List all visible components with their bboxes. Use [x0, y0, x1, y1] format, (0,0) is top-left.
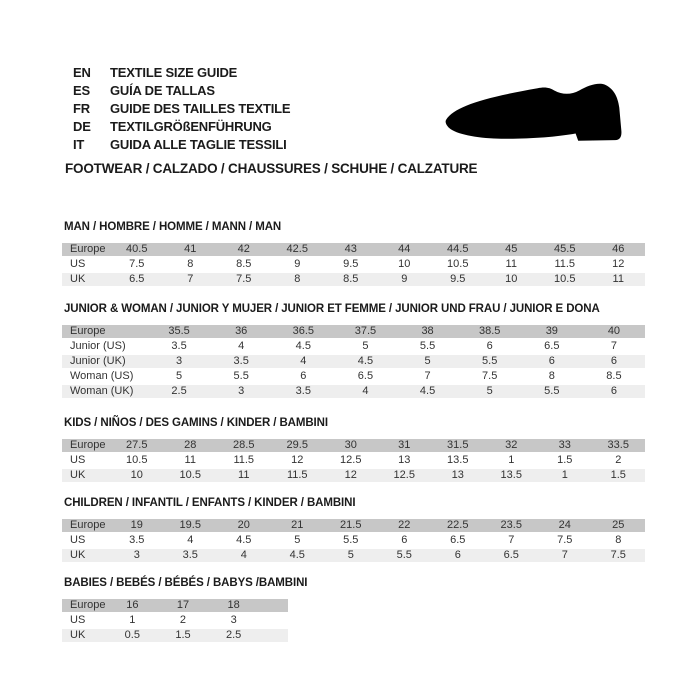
size-cell: 3	[210, 384, 272, 399]
language-row	[73, 117, 290, 135]
row-label: Europe	[62, 243, 110, 257]
size-table-section	[62, 577, 645, 644]
size-cell: 32	[485, 439, 539, 453]
size-cell: 4	[217, 548, 271, 563]
size-cell: 4	[164, 533, 218, 548]
row-label: UK	[62, 468, 110, 483]
size-cell: 45.5	[538, 243, 592, 257]
size-cell: 9.5	[324, 257, 378, 272]
size-cell: 1.5	[538, 453, 592, 468]
table-row	[62, 599, 288, 613]
size-table-section	[62, 417, 645, 484]
size-cell: 9	[378, 272, 432, 287]
row-label: UK	[62, 628, 107, 643]
size-cell: 5.5	[324, 533, 378, 548]
size-cell: 4	[210, 339, 272, 354]
size-table-title: BABIES / BEBÉS / BÉBÉS / BABYS /BAMBINI	[64, 577, 308, 589]
size-cell: 9.5	[431, 272, 485, 287]
size-cell: 10	[485, 272, 539, 287]
table-row	[62, 628, 288, 643]
table-row	[62, 613, 288, 628]
size-cell: 3.5	[110, 533, 164, 548]
table-row	[62, 354, 645, 369]
table-row	[62, 533, 645, 548]
size-cell: 6	[459, 339, 521, 354]
size-cell: 5.5	[521, 384, 583, 399]
size-cell: 4.5	[334, 354, 396, 369]
size-cell: 4.5	[217, 533, 271, 548]
size-cell: 3.5	[164, 548, 218, 563]
row-label: Europe	[62, 439, 110, 453]
size-cell: 13	[431, 468, 485, 483]
size-cell: 1	[485, 453, 539, 468]
spacer-cell	[259, 613, 288, 628]
row-label: Woman (UK)	[62, 384, 148, 399]
size-cell: 10.5	[431, 257, 485, 272]
row-label: Junior (US)	[62, 339, 148, 354]
size-table-title: JUNIOR & WOMAN / JUNIOR Y MUJER / JUNIOR ET FEMME / JUNIOR UND FRAU / JUNIOR E DONA	[64, 303, 600, 315]
size-cell: 40	[583, 325, 645, 339]
size-cell: 36.5	[272, 325, 334, 339]
size-cell: 10	[110, 468, 164, 483]
shoe-icon	[443, 80, 625, 144]
size-cell: 1.5	[158, 628, 209, 643]
size-cell: 11.5	[271, 468, 325, 483]
size-cell: 5	[459, 384, 521, 399]
size-cell: 31.5	[431, 439, 485, 453]
row-label: Woman (US)	[62, 369, 148, 384]
language-row	[73, 63, 290, 81]
row-label: US	[62, 533, 110, 548]
size-cell: 2	[158, 613, 209, 628]
language-label: TEXTILGRÖßENFÜHRUNG	[110, 118, 272, 134]
size-cell: 5	[324, 548, 378, 563]
size-cell: 13	[378, 453, 432, 468]
row-label: UK	[62, 548, 110, 563]
size-cell: 11	[217, 468, 271, 483]
size-cell: 13.5	[431, 453, 485, 468]
size-cell: 12	[271, 453, 325, 468]
size-cell: 7	[397, 369, 459, 384]
size-cell: 6	[378, 533, 432, 548]
size-table-title: MAN / HOMBRE / HOMME / MANN / MAN	[64, 221, 282, 233]
row-label: Europe	[62, 325, 148, 339]
size-cell: 4.5	[272, 339, 334, 354]
size-cell: 42.5	[271, 243, 325, 257]
size-cell: 36	[210, 325, 272, 339]
size-cell: 12.5	[378, 468, 432, 483]
size-cell: 24	[538, 519, 592, 533]
size-cell: 37.5	[334, 325, 396, 339]
row-label: US	[62, 453, 110, 468]
size-cell: 4	[272, 354, 334, 369]
size-cell: 25	[592, 519, 646, 533]
size-cell: 5.5	[210, 369, 272, 384]
size-cell: 42	[217, 243, 271, 257]
size-cell: 5	[148, 369, 210, 384]
size-cell: 7.5	[592, 548, 646, 563]
size-cell: 4	[334, 384, 396, 399]
size-cell: 8	[164, 257, 218, 272]
size-cell: 0.5	[107, 628, 158, 643]
size-cell: 11.5	[538, 257, 592, 272]
size-cell: 3	[148, 354, 210, 369]
size-cell: 4.5	[397, 384, 459, 399]
language-label: GUÍA DE TALLAS	[110, 82, 215, 98]
size-cell: 22.5	[431, 519, 485, 533]
size-cell: 5	[334, 339, 396, 354]
size-cell: 6.5	[485, 548, 539, 563]
size-cell: 5.5	[378, 548, 432, 563]
size-cell: 12	[324, 468, 378, 483]
size-cell: 5	[397, 354, 459, 369]
row-label: US	[62, 257, 110, 272]
size-cell: 22	[378, 519, 432, 533]
size-cell: 33.5	[592, 439, 646, 453]
size-cell: 41	[164, 243, 218, 257]
size-table	[62, 599, 288, 644]
spacer-cell	[259, 628, 288, 643]
spacer-cell	[259, 599, 288, 613]
size-cell: 8.5	[324, 272, 378, 287]
language-label: GUIDE DES TAILLES TEXTILE	[110, 100, 291, 116]
size-cell: 6.5	[521, 339, 583, 354]
size-cell: 8	[521, 369, 583, 384]
size-cell: 17	[158, 599, 209, 613]
size-cell: 23.5	[485, 519, 539, 533]
size-cell: 6	[583, 384, 645, 399]
size-table	[62, 243, 645, 288]
language-code: EN	[73, 64, 91, 80]
size-cell: 3	[208, 613, 259, 628]
size-cell: 44	[378, 243, 432, 257]
size-cell: 7.5	[459, 369, 521, 384]
size-cell: 8.5	[217, 257, 271, 272]
table-row	[62, 384, 645, 399]
size-cell: 16	[107, 599, 158, 613]
size-cell: 2.5	[208, 628, 259, 643]
size-cell: 11	[485, 257, 539, 272]
table-row	[62, 468, 645, 483]
language-list	[73, 63, 290, 153]
size-cell: 5.5	[459, 354, 521, 369]
row-label: Junior (UK)	[62, 354, 148, 369]
table-row	[62, 243, 645, 257]
size-cell: 1	[107, 613, 158, 628]
size-cell: 1.5	[592, 468, 646, 483]
size-cell: 45	[485, 243, 539, 257]
size-cell: 7.5	[217, 272, 271, 287]
size-cell: 12.5	[324, 453, 378, 468]
size-cell: 1	[538, 468, 592, 483]
size-table	[62, 325, 645, 400]
table-row	[62, 519, 645, 533]
table-row	[62, 369, 645, 384]
size-cell: 31	[378, 439, 432, 453]
size-cell: 7	[583, 339, 645, 354]
size-cell: 21.5	[324, 519, 378, 533]
table-row	[62, 439, 645, 453]
size-cell: 10.5	[164, 468, 218, 483]
size-cell: 10.5	[538, 272, 592, 287]
size-table-section	[62, 221, 645, 288]
size-cell: 7.5	[110, 257, 164, 272]
table-row	[62, 257, 645, 272]
size-cell: 19.5	[164, 519, 218, 533]
size-cell: 28.5	[217, 439, 271, 453]
size-cell: 27.5	[110, 439, 164, 453]
size-cell: 11	[592, 272, 646, 287]
size-cell: 3.5	[148, 339, 210, 354]
size-tables	[62, 221, 645, 644]
table-row	[62, 548, 645, 563]
size-cell: 12	[592, 257, 646, 272]
size-cell: 6.5	[110, 272, 164, 287]
language-code: DE	[73, 118, 91, 134]
size-cell: 6	[521, 354, 583, 369]
size-cell: 3.5	[210, 354, 272, 369]
table-row	[62, 453, 645, 468]
size-table-title: KIDS / NIÑOS / DES GAMINS / KINDER / BAMBINI	[64, 417, 328, 429]
row-label: US	[62, 613, 107, 628]
size-cell: 7	[164, 272, 218, 287]
size-cell: 5.5	[397, 339, 459, 354]
size-cell: 8	[592, 533, 646, 548]
table-row	[62, 339, 645, 354]
size-table-section	[62, 497, 645, 564]
category-line: FOOTWEAR / CALZADO / CHAUSSURES / SCHUHE / CALZATURE	[65, 161, 478, 176]
size-cell: 4.5	[271, 548, 325, 563]
size-cell: 33	[538, 439, 592, 453]
size-cell: 6	[431, 548, 485, 563]
size-cell: 6	[583, 354, 645, 369]
size-cell: 10.5	[110, 453, 164, 468]
size-cell: 7.5	[538, 533, 592, 548]
size-cell: 43	[324, 243, 378, 257]
size-cell: 39	[521, 325, 583, 339]
size-cell: 8	[271, 272, 325, 287]
language-label: TEXTILE SIZE GUIDE	[110, 64, 238, 80]
size-table	[62, 439, 645, 484]
size-cell: 18	[208, 599, 259, 613]
table-row	[62, 325, 645, 339]
table-row	[62, 272, 645, 287]
size-cell: 11.5	[217, 453, 271, 468]
size-cell: 3	[110, 548, 164, 563]
language-code: ES	[73, 82, 90, 98]
row-label: Europe	[62, 599, 107, 613]
size-cell: 6.5	[431, 533, 485, 548]
size-cell: 44.5	[431, 243, 485, 257]
size-cell: 28	[164, 439, 218, 453]
size-cell: 6.5	[334, 369, 396, 384]
size-table-section	[62, 303, 645, 400]
size-cell: 29.5	[271, 439, 325, 453]
language-row	[73, 99, 290, 117]
size-cell: 13.5	[485, 468, 539, 483]
size-cell: 8.5	[583, 369, 645, 384]
size-table	[62, 519, 645, 564]
size-cell: 2.5	[148, 384, 210, 399]
language-code: IT	[73, 136, 85, 152]
size-cell: 21	[271, 519, 325, 533]
size-cell: 11	[164, 453, 218, 468]
size-cell: 6	[272, 369, 334, 384]
size-cell: 20	[217, 519, 271, 533]
size-table-title: CHILDREN / INFANTIL / ENFANTS / KINDER / BAMBINI	[64, 497, 356, 509]
size-cell: 3.5	[272, 384, 334, 399]
size-cell: 35.5	[148, 325, 210, 339]
size-cell: 7	[538, 548, 592, 563]
size-cell: 7	[485, 533, 539, 548]
row-label: Europe	[62, 519, 110, 533]
language-row	[73, 81, 290, 99]
size-cell: 38.5	[459, 325, 521, 339]
size-cell: 5	[271, 533, 325, 548]
language-row	[73, 135, 290, 153]
size-cell: 10	[378, 257, 432, 272]
row-label: UK	[62, 272, 110, 287]
size-cell: 38	[397, 325, 459, 339]
size-cell: 40.5	[110, 243, 164, 257]
size-cell: 2	[592, 453, 646, 468]
size-cell: 46	[592, 243, 646, 257]
size-cell: 30	[324, 439, 378, 453]
language-label: GUIDA ALLE TAGLIE TESSILI	[110, 136, 287, 152]
language-code: FR	[73, 100, 90, 116]
size-cell: 19	[110, 519, 164, 533]
size-cell: 9	[271, 257, 325, 272]
